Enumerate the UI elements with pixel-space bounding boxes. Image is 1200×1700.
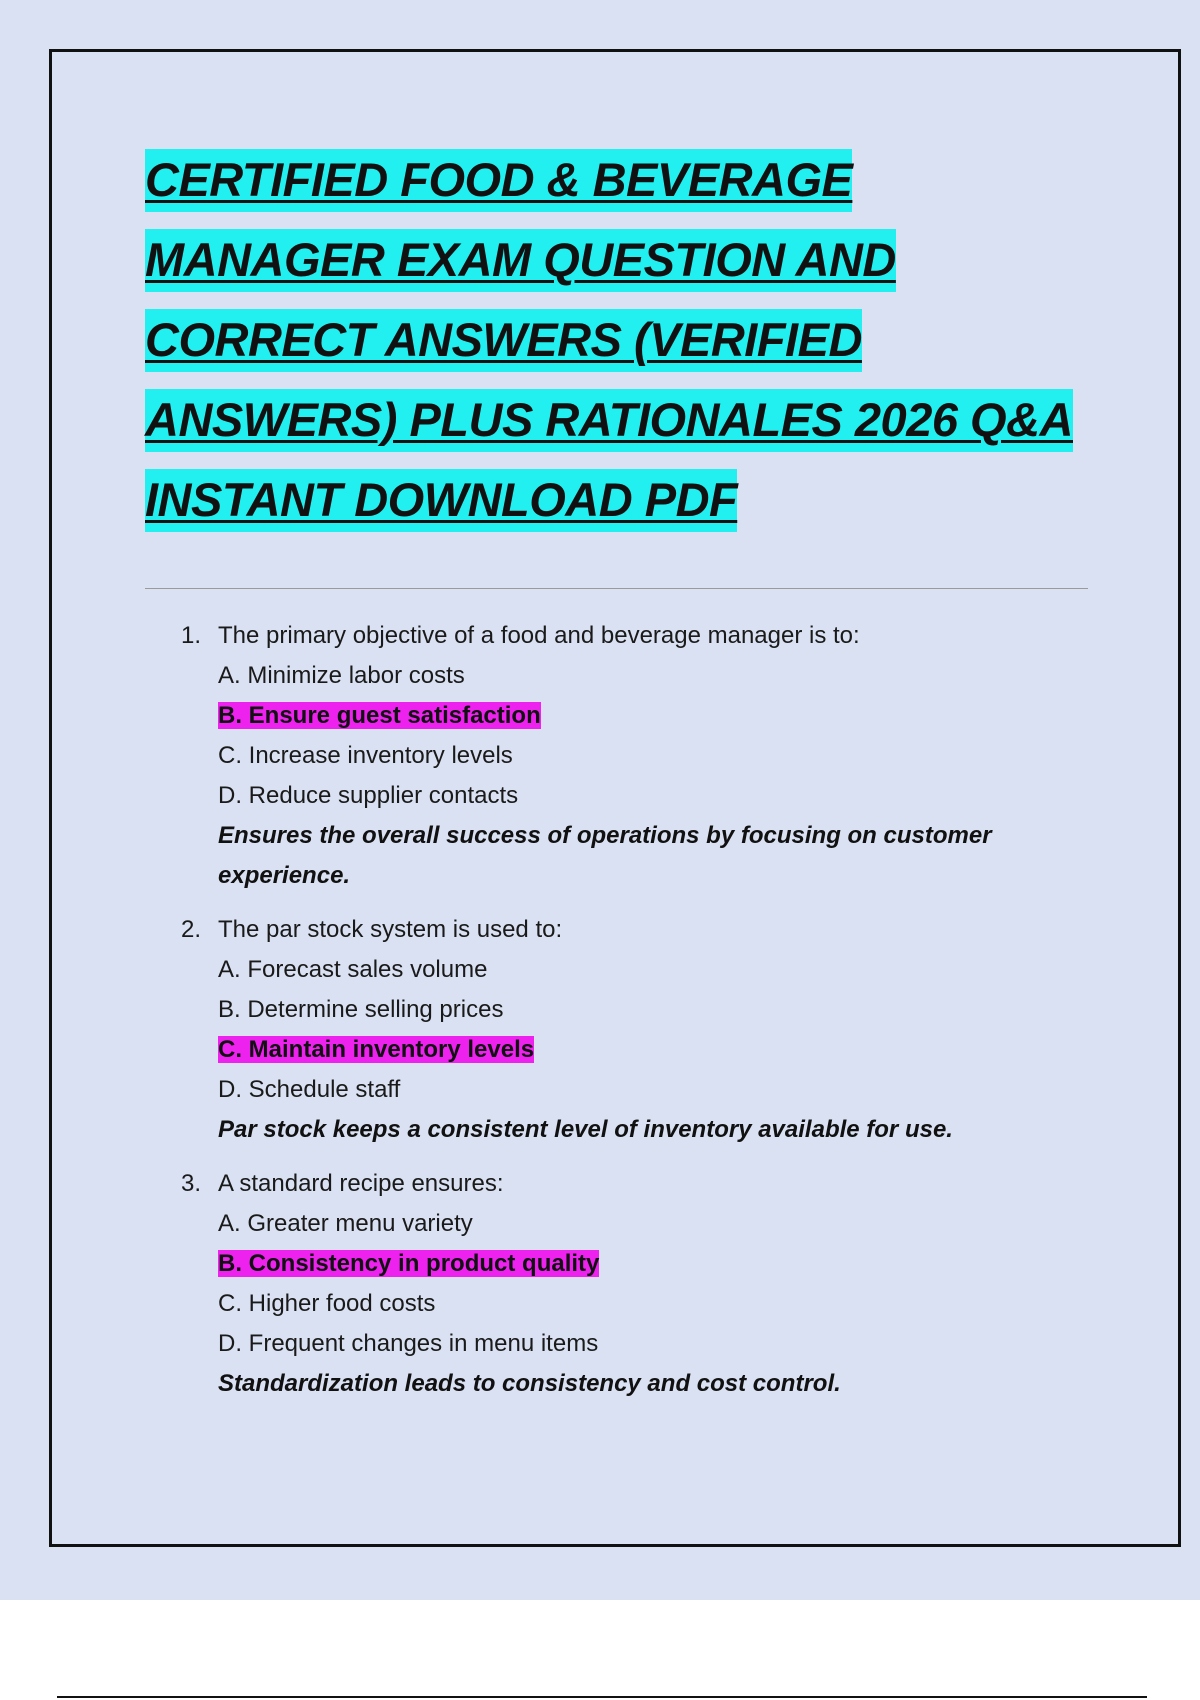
answer-option: C. Higher food costs [218, 1290, 436, 1317]
title-line: CORRECT ANSWERS (VERIFIED [145, 300, 1105, 380]
question-rationale: Ensures the overall success of operations by focusing on customer experience. [218, 822, 992, 889]
document-title [145, 140, 1105, 540]
correct-answer-option: B. Consistency in product quality [218, 1250, 600, 1277]
question-rationale: Standardization leads to consistency and cost control. [218, 1370, 841, 1397]
answer-option: B. Determine selling prices [218, 996, 504, 1023]
title-divider [145, 588, 1088, 589]
question-stem: The primary objective of a food and beverage manager is to: [218, 622, 860, 649]
question-number: 3. [181, 1170, 202, 1197]
answer-option: D. Reduce supplier contacts [218, 782, 519, 809]
answer-option: D. Frequent changes in menu items [218, 1330, 599, 1357]
question-rationale: Par stock keeps a consistent level of inventory available for use. [218, 1116, 953, 1143]
answer-option: A. Minimize labor costs [218, 662, 465, 689]
question-item-2 [178, 910, 1078, 1150]
title-line: MANAGER EXAM QUESTION AND [145, 220, 1105, 300]
title-line: INSTANT DOWNLOAD PDF [145, 460, 1105, 540]
title-line: CERTIFIED FOOD & BEVERAGE [145, 140, 1105, 220]
question-stem: The par stock system is used to: [218, 916, 563, 943]
question-number: 2. [181, 916, 202, 943]
question-list [178, 616, 1078, 1418]
footer-divider [57, 1696, 1147, 1698]
correct-answer-option: C. Maintain inventory levels [218, 1036, 535, 1063]
answer-option: C. Increase inventory levels [218, 742, 513, 769]
question-item-3 [178, 1164, 1078, 1404]
question-stem: A standard recipe ensures: [218, 1170, 504, 1197]
title-line: ANSWERS) PLUS RATIONALES 2026 Q&A [145, 380, 1105, 460]
answer-option: A. Greater menu variety [218, 1210, 473, 1237]
correct-answer-option: B. Ensure guest satisfaction [218, 702, 541, 729]
question-number: 1. [181, 622, 202, 649]
answer-option: D. Schedule staff [218, 1076, 401, 1103]
question-item-1 [178, 616, 1078, 896]
answer-option: A. Forecast sales volume [218, 956, 488, 983]
